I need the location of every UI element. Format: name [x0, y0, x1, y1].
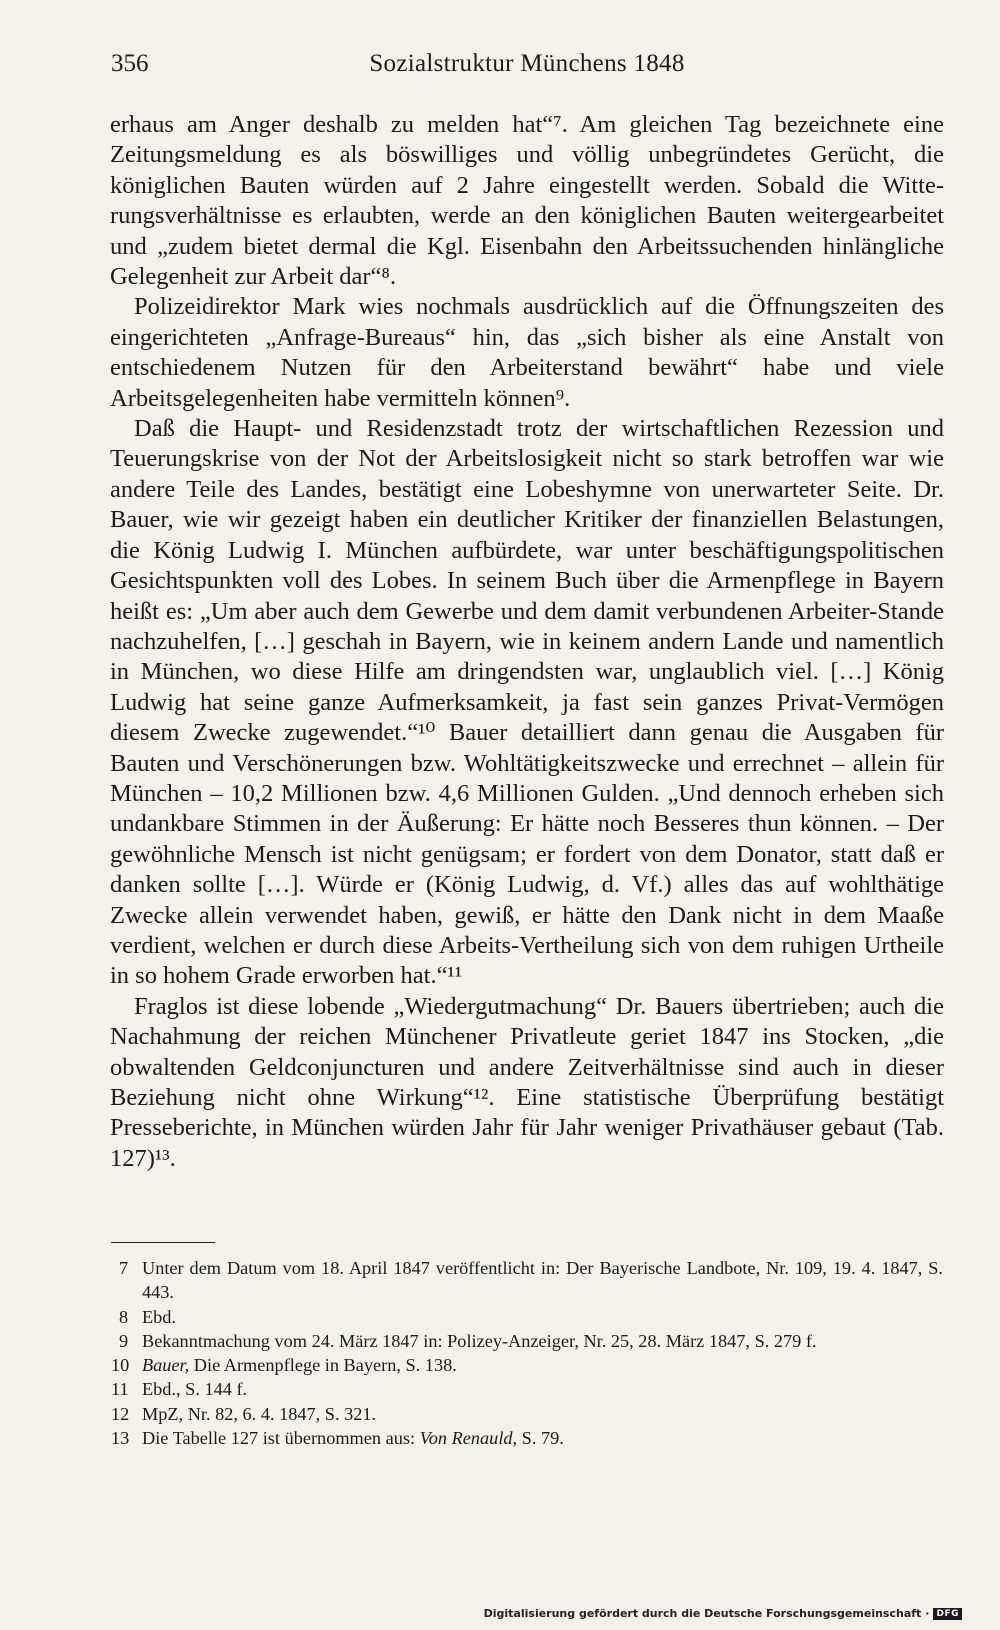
footnote-author: Bauer, [142, 1355, 190, 1376]
footnote-number: 7 [119, 1258, 129, 1278]
credit-text: Digitalisierung gefördert durch die Deutsche Forschungsgemeinschaft [483, 1607, 922, 1620]
paragraph: Daß die Haupt- und Residenzstadt trotz der wirtschaftlichen Rezession und Teuerungskrise von der Not der Arbeitslosigkeit nicht so stark betroffen war wie andere Teile des Landes, bestätigt eine Lobeshymne von unerwarteter Seite. Dr. Bauer, wie wir gezeigt haben ein deutlicher Kritiker der finanziellen Belastungen, die König Ludwig I. München aufbürdete, war unter beschäftigungspolitischen Gesichtspunkten voll des Lobes. In seinem Buch über die Armenpflege in Bayern heißt es: „Um aber auch dem Gewerbe und dem damit verbundenen Arbeiter-Stande nachzuhelfen, […] geschah in Bayern, wie in keinem andern Lande und namentlich in München, wo diese Hilfe am dringendsten war, unglaublich viel. […] König Ludwig hat seine ganze Aufmerksamkeit, ja fast sein ganzes Privat-Vermögen diesem Zwecke zugewendet.“¹⁰ Bauer detailliert dann genau die Ausgaben für Bauten und Verschönerungen bzw. Wohltätigkeitszwecke und errechnet – allein für München – 10,2 Millionen bzw. 4,6 Millionen Gulden. „Und dennoch erheben sich undankbare Stimmen in der Äußerung: Er hätte noch Besseres thun können. – Der gewöhnliche Mensch ist nicht genügsam; er fordert von dem Donator, statt daß er danken sollte […]. Würde er (König Ludwig, d. Vf.) alles das auf wohlthätige Zwecke allein verwendet haben, gewiß, er hätte den Dank nicht in dem Maaße verdient, welchen er durch diese Arbeits-Vertheilung sich von dem ruhigen Urtheile in so hohem Grade erworben hat.“¹¹ [110, 415, 944, 990]
footnote-text: Ebd. [142, 1306, 177, 1327]
page-number: 356 [111, 50, 149, 77]
footnote [111, 1426, 943, 1450]
footnote [111, 1305, 943, 1329]
footnote-separator [111, 1242, 215, 1243]
paragraph: Polizeidirektor Mark wies nochmals ausdrücklich auf die Öffnungszeiten des eingerichteten „Anfrage-Bureaus“ hin, das „sich bisher als eine Anstalt von entschiedenem Nutzen für den Arbeiterstand bewährt“ habe und viele Arbeitsgelegenheiten habe vermitteln können⁹. [110, 293, 944, 412]
footnote-text: MpZ, Nr. 82, 6. 4. 1847, S. 321. [142, 1403, 377, 1424]
footnote-text: Unter dem Datum vom 18. April 1847 veröffentlicht in: Der Bayerische Landbote, Nr. 109, 19. 4. 1847, S. 443. [142, 1258, 943, 1303]
page-header [111, 50, 943, 84]
footnotes [111, 1256, 943, 1450]
footnote [111, 1377, 943, 1401]
footnote-number: 9 [119, 1330, 129, 1351]
footnote-text: Bekanntmachung vom 24. März 1847 in: Polizey-Anzeiger, Nr. 25, 28. März 1847, S. 279 f. [142, 1330, 817, 1351]
footnote [111, 1402, 943, 1426]
running-title: Sozialstruktur Münchens 1848 [369, 50, 685, 77]
footnote-number: 12 [111, 1403, 130, 1424]
footnote-text: S. 79. [517, 1428, 564, 1449]
footnote [111, 1256, 943, 1305]
paragraph: erhaus am Anger deshalb zu melden hat“⁷. Am gleichen Tag bezeichnete eine Zeitungsmeldung es als böswilliges und völlig unbegründetes Gerücht, die königlichen Bauten würden auf 2 Jahre eingestellt werden. Sobald die Witterungsverhältnisse es erlaubten, werde an den königlichen Bauten weitergearbeitet und „zudem bietet dermal die Kgl. Eisenbahn den Arbeitssuchenden hinlängliche Gelegenheit zur Arbeit dar“⁸. [110, 111, 944, 291]
footnote-number: 11 [111, 1379, 129, 1400]
footnote-text: Die Armenpflege in Bayern, S. 138. [189, 1355, 457, 1376]
footnote [111, 1329, 943, 1353]
footnote-text: Die Tabelle 127 ist übernommen aus: [142, 1428, 420, 1449]
footnote-text: Ebd., S. 144 f. [142, 1379, 248, 1400]
paragraph: Fraglos ist diese lobende „Wiedergutmachung“ Dr. Bauers übertrieben; auch die Nachahmung der reichen Münchener Privatleute geriet 1847 ins Stocken, „die obwaltenden Geldconjuncturen und andere Zeitverhältnisse sind auch in dieser Beziehung nicht ohne Wirkung“¹². Eine statistische Überprüfung bestätigt Presseberichte, in München würden Jahr für Jahr weniger Privathäuser gebaut (Tab. 127)¹³. [110, 992, 944, 1172]
footnote-number: 13 [111, 1428, 130, 1449]
dfg-logo: DFG [933, 1608, 962, 1620]
digitization-credit: Digitalisierung gefördert durch die Deutsche Forschungsgemeinschaft · DFG [484, 1607, 962, 1620]
footnote [111, 1353, 943, 1377]
footnote-number: 8 [119, 1306, 129, 1327]
footnote-number: 10 [111, 1355, 130, 1376]
main-text [110, 110, 944, 1174]
footnote-author: Von Renauld, [419, 1428, 518, 1449]
